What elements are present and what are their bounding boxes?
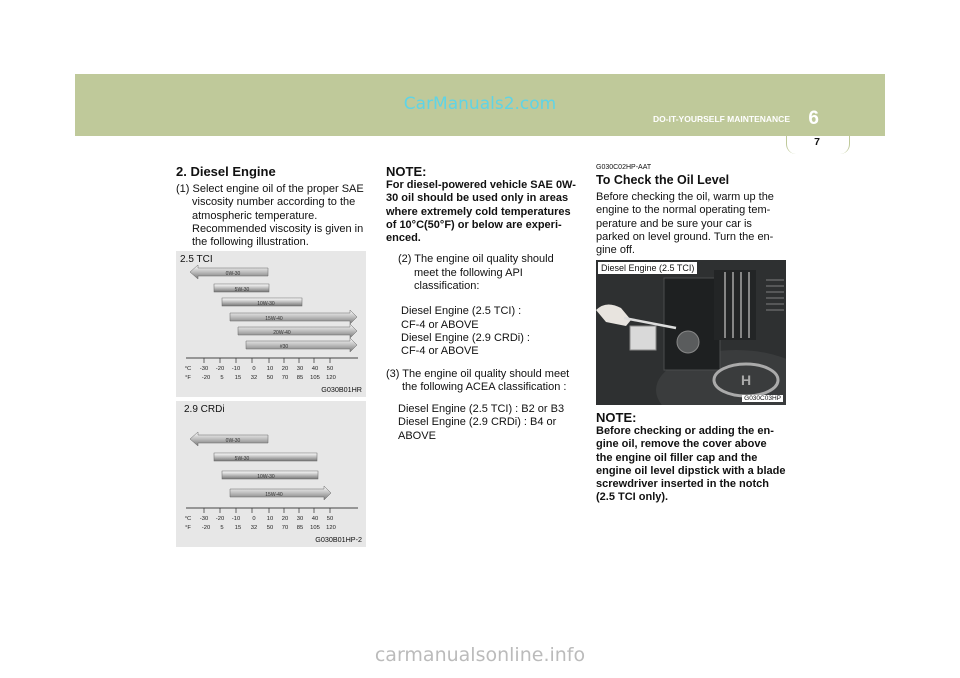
chart2-c-tick: 0 <box>252 516 256 522</box>
chapter-number: 6 <box>808 108 819 129</box>
chart1-c-tick: 50 <box>326 366 334 372</box>
chart1-ticks <box>204 358 330 363</box>
chart2-c-tick: 40 <box>311 516 319 522</box>
chart1-f-tick: 50 <box>266 375 274 381</box>
chart2-c-tick: 10 <box>266 516 274 522</box>
section-code: G030C02HP-AAT <box>596 164 652 171</box>
chart1-f-tick: -20 <box>201 375 211 381</box>
acea-line-1: Diesel Engine (2.5 TCI) : B2 or B3 <box>398 403 565 416</box>
check-oil-text: Before checking the oil, warm up the engine to the normal operating tem-perature and be sure your car is parked on level ground. Turn the en-gine off. <box>596 191 774 257</box>
chart2-f-tick: 105 <box>310 525 320 531</box>
middle-column <box>386 164 576 443</box>
chart2-c-tick: 30 <box>296 516 304 522</box>
api-line-2-value: CF-4 or ABOVE <box>401 345 479 358</box>
right-note-body: Before checking or adding the en-gine oil, remove the cover above the engine oil filler cap and the engine oil level dipstick with a blade screwdriver inserted in the notch (2.5 TCI only). <box>596 425 786 504</box>
chart2-grade-0: 0W-30 <box>225 438 241 444</box>
chart2-f-tick: 120 <box>326 525 336 531</box>
chart1-c-tick: 10 <box>266 366 274 372</box>
chart2-f-tick: 70 <box>281 525 289 531</box>
photo-code: G030C03HP <box>744 395 781 402</box>
api-line-2: Diesel Engine (2.9 CRDi) : <box>401 331 530 344</box>
chart1-svg <box>176 251 366 397</box>
chart1-c-tick: -10 <box>231 366 241 372</box>
right-column <box>596 164 786 257</box>
chart2-grade-1: 5W-30 <box>234 456 250 462</box>
chart2-bar-5w30 <box>214 453 317 461</box>
chart1-grade-2: 10W-30 <box>257 301 275 307</box>
right-note-heading: NOTE: <box>596 410 637 425</box>
section-title: 2. Diesel Engine <box>176 164 276 179</box>
engine-illustration <box>596 260 786 405</box>
chart1-f-tick: 32 <box>250 375 258 381</box>
right-note <box>596 410 786 505</box>
api-line-1: Diesel Engine (2.5 TCI) : <box>401 305 522 318</box>
chapter-label: DO-IT-YOURSELF MAINTENANCE <box>653 114 790 124</box>
chart1-f-tick: 15 <box>234 375 242 381</box>
chart2-f-tick: 32 <box>250 525 258 531</box>
chart1-grade-0: 0W-30 <box>225 271 241 277</box>
chart1-f-tick: 120 <box>326 375 336 381</box>
chart1-c-tick: -20 <box>215 366 225 372</box>
chart2-c-tick: -20 <box>215 516 225 522</box>
chart2-f-tick: 5 <box>220 525 224 531</box>
chart2-ticks <box>204 508 330 513</box>
viscosity-chart-2-9-crdi <box>176 401 366 547</box>
chart1-c-tick: 30 <box>296 366 304 372</box>
chart1-c-tick: -30 <box>199 366 209 372</box>
api-line-1-value: CF-4 or ABOVE <box>401 318 479 331</box>
chart2-svg <box>176 401 366 547</box>
chart1-f-tick: 85 <box>296 375 304 381</box>
chart2-c-unit: °C <box>184 516 192 522</box>
note-body: For diesel-powered vehicle SAE 0W-30 oil should be used only in areas where extremely cold temperatures of 10°C(50°F) or below are experi-enced. <box>386 179 576 245</box>
chart1-c-unit: °C <box>184 366 192 372</box>
chart1-label: 2.5 TCI <box>180 254 213 265</box>
chart2-f-unit: °F <box>185 525 191 531</box>
item-3-text: (3) The engine oil quality should meet the following ACEA classification : <box>386 367 570 393</box>
chart1-bar-30 <box>246 338 357 352</box>
bottom-watermark[interactable]: carmanualsonline.info <box>374 644 586 666</box>
chart1-c-tick: 0 <box>252 366 256 372</box>
page-number: 7 <box>814 136 820 148</box>
note-heading: NOTE: <box>386 164 427 179</box>
chart1-f-tick: 70 <box>281 375 289 381</box>
chart2-grade-3: 15W-40 <box>265 492 283 498</box>
chart1-bar-15w40 <box>230 310 357 324</box>
engine-photo <box>596 260 786 405</box>
chart1-f-tick: 105 <box>310 375 320 381</box>
chart1-bar-20w40 <box>238 324 357 338</box>
item-1-text: (1) Select engine oil of the proper SAE viscosity number according to the atmospheric temperature. Recommended viscosity is given in the following illustration. <box>176 183 364 249</box>
top-watermark[interactable]: CarManuals2.com <box>403 94 557 114</box>
item-2-text: (2) The engine oil quality should meet the following API classification: <box>398 253 554 293</box>
chart2-f-tick: -20 <box>201 525 211 531</box>
chart2-label: 2.9 CRDi <box>184 404 225 415</box>
chart2-f-tick: 50 <box>266 525 274 531</box>
chart2-code: G030B01HP-2 <box>315 535 362 544</box>
subsection-title: To Check the Oil Level <box>596 173 730 187</box>
chart1-grade-3: 15W-40 <box>265 316 283 322</box>
chart1-c-tick: 40 <box>311 366 319 372</box>
svg-text:H: H <box>740 372 752 388</box>
viscosity-chart-2-5-tci <box>176 251 366 397</box>
chart2-c-tick: -10 <box>231 516 241 522</box>
chart2-c-tick: -30 <box>199 516 209 522</box>
left-column <box>176 164 366 249</box>
chart1-grade-5: #30 <box>279 344 289 350</box>
chart1-grade-4: 20W-40 <box>273 330 291 336</box>
chart1-grade-1: 5W-30 <box>234 287 250 293</box>
chart1-code: G030B01HR <box>321 385 362 394</box>
chart1-f-unit: °F <box>185 375 191 381</box>
chart2-f-tick: 85 <box>296 525 304 531</box>
chart2-c-tick: 20 <box>281 516 289 522</box>
chart1-c-tick: 20 <box>281 366 289 372</box>
chart2-grade-2: 10W-30 <box>257 474 275 480</box>
header-band <box>75 74 885 136</box>
acea-line-2: Diesel Engine (2.9 CRDi) : B4 or ABOVE <box>398 416 557 442</box>
chart1-f-tick: 5 <box>220 375 224 381</box>
chart2-c-tick: 50 <box>326 516 334 522</box>
photo-label: Diesel Engine (2.5 TCI) <box>598 262 697 274</box>
chart2-f-tick: 15 <box>234 525 242 531</box>
